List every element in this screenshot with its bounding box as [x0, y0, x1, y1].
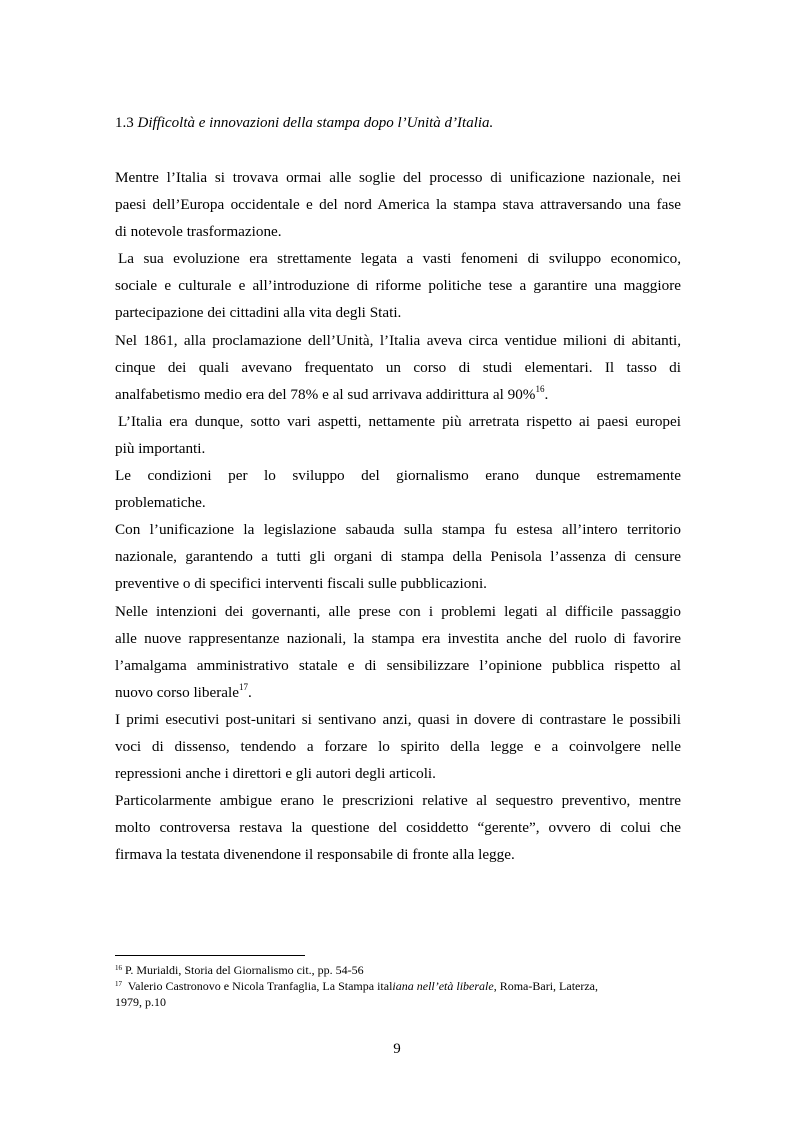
text-line: Le condizioni per lo sviluppo del giornalismo erano dunque estremamente: [115, 467, 681, 485]
footnote-mark: 16: [115, 964, 122, 972]
text-line: I primi esecutivi post-unitari si sentivano anzi, quasi in dovere di contrastare le possibili: [115, 710, 681, 728]
body-text: [115, 164, 681, 868]
footnote-separator: [115, 955, 305, 956]
text-line-with-footnote: [115, 679, 681, 706]
text-fragment: analfabetismo medio era del 78% e al sud arrivava addirittura al 90%: [115, 385, 536, 403]
text-line: Con l’unificazione la legislazione sabauda sulla stampa fu estesa all’intero territorio: [115, 521, 681, 539]
footnote-ref-17: 17: [239, 681, 248, 692]
text-line: paesi dell’Europa occidentale e del nord America la stampa stava attraversando una fase: [115, 196, 681, 214]
footnote-text: Valerio Castronovo e Nicola Tranfaglia, La Stampa ital: [127, 979, 393, 993]
footnote-mark: 17: [115, 980, 122, 988]
footnote-text: P. Murialdi, Storia del Giornalismo cit., pp. 54-56: [125, 963, 364, 977]
text-line: L’Italia era dunque, sotto vari aspetti, nettamente più arretrata rispetto ai paesi europei: [118, 412, 681, 430]
punctuation: .: [248, 683, 252, 701]
text-fragment: nuovo corso liberale: [115, 683, 239, 701]
punctuation: .: [544, 385, 549, 403]
text-line: preventive o di specifici interventi fiscali sulle pubblicazioni.: [115, 575, 487, 593]
text-line: La sua evoluzione era strettamente legata a vasti fenomeni di sviluppo economico,: [118, 250, 681, 268]
text-line: l’amalgama amministrativo statale e di sensibilizzare l’opinione pubblica rispetto al: [115, 656, 681, 674]
footnote-text-italic: iana nell’età liberale: [392, 979, 494, 993]
text-line: più importanti.: [115, 439, 206, 457]
section-heading: [115, 113, 493, 133]
text-line: firmava la testata divenendone il responsabile di fronte alla legge.: [115, 846, 515, 864]
text-line: Mentre l’Italia si trovava ormai alle soglie del processo di unificazione nazionale, nei: [115, 169, 681, 186]
page-number: 9: [393, 1041, 401, 1057]
text-line: sociale e culturale e all’introduzione di riforme politiche tese a garantire una maggiore: [115, 277, 681, 295]
text-line: problematiche.: [115, 494, 206, 512]
footnote-text: 1979, p.10: [115, 995, 166, 1009]
footnote-ref-16: 16: [535, 383, 545, 394]
section-number: 1.3: [115, 115, 134, 131]
text-line: Particolarmente ambigue erano le prescrizioni relative al sequestro preventivo, mentre: [115, 792, 681, 810]
text-line-with-footnote: [115, 381, 681, 408]
footnote-text: , Roma-Bari, Laterza,: [493, 979, 599, 993]
text-line: molto controversa restava la questione del cosiddetto “gerente”, ovvero di colui che: [115, 819, 681, 837]
text-line: cinque dei quali avevano frequentato un corso di studi elementari. Il tasso di: [115, 358, 681, 376]
footnote-17: [115, 978, 681, 1010]
text-line: repressioni anche i direttori e gli autori degli articoli.: [115, 765, 436, 783]
footnotes: [115, 962, 681, 1010]
text-line: voci di dissenso, tendendo a forzare lo spirito della legge e a coinvolgere nelle: [115, 737, 681, 755]
text-line: partecipazione dei cittadini alla vita degli Stati.: [115, 304, 402, 322]
text-line: nazionale, garantendo a tutti gli organi di stampa della Penisola l’assenza di censure: [115, 548, 681, 566]
text-line: alle nuove rappresentanze nazionali, la stampa era investita anche del ruolo di favorire: [115, 629, 681, 647]
section-title: Difficoltà e innovazioni della stampa dopo l’Unità d’Italia.: [137, 115, 494, 131]
text-line: Nel 1861, alla proclamazione dell’Unità, l’Italia aveva circa ventidue milioni di abitanti,: [115, 331, 681, 349]
text-line: di notevole trasformazione.: [115, 223, 282, 241]
text-line: Nelle intenzioni dei governanti, alle prese con i problemi legati al difficile passaggio: [115, 602, 681, 620]
footnote-16: [115, 962, 681, 978]
